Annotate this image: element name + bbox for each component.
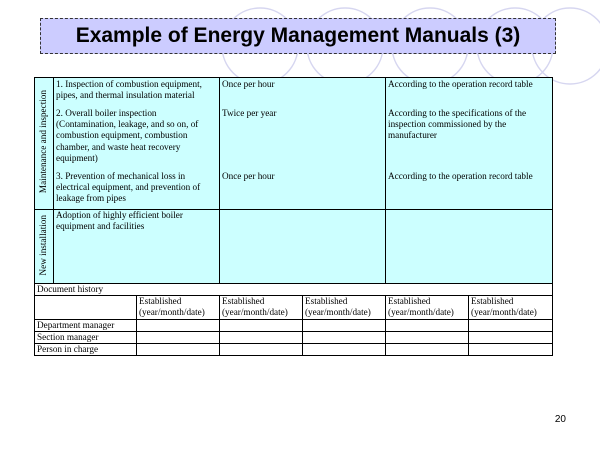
task-item: 2. Overall boiler inspection (Contamination, leakage, and so on, of combustion equipment, combustion chamber, and waste heat recovery equipment) — [56, 108, 199, 163]
signature-cell — [469, 320, 553, 332]
new-installation-method-cell — [386, 210, 553, 284]
frequency-item: Twice per year — [222, 108, 277, 118]
role-label: Section manager — [35, 332, 137, 344]
new-installation-label-cell — [35, 210, 54, 284]
energy-management-table — [34, 77, 553, 356]
role-label: Department manager — [35, 320, 137, 332]
role-label: Person in charge — [35, 344, 137, 356]
signature-cell — [386, 344, 469, 356]
method-item: According to the operation record table — [388, 79, 533, 89]
signature-cell — [303, 332, 386, 344]
established-row — [35, 296, 553, 320]
established-blank-cell — [35, 296, 137, 320]
maintenance-section-label: Maintenance and inspection — [38, 90, 49, 194]
signature-cell — [303, 320, 386, 332]
maintenance-section-row — [35, 78, 553, 210]
signature-cell — [386, 332, 469, 344]
maintenance-frequency-cell — [220, 78, 386, 210]
frequency-item: Once per hour — [222, 171, 275, 181]
signature-cell — [469, 344, 553, 356]
established-label-cell: Established (year/month/date) — [303, 296, 386, 320]
signature-cell — [220, 344, 303, 356]
page-title: Example of Energy Management Manuals (3) — [75, 24, 521, 47]
new-installation-task-cell — [54, 210, 220, 284]
established-label-cell: Established (year/month/date) — [220, 296, 303, 320]
new-installation-frequency-cell — [220, 210, 386, 284]
task-item: 3. Prevention of mechanical loss in electrical equipment, and prevention of leakage from pipes — [56, 171, 201, 204]
document-history-header-row — [35, 284, 553, 296]
signature-cell — [303, 344, 386, 356]
role-row-person-in-charge — [35, 344, 553, 356]
method-item: According to the operation record table — [388, 171, 533, 181]
maintenance-tasks-cell — [54, 78, 220, 210]
task-item: Adoption of highly efficient boiler equipment and facilities — [56, 210, 183, 232]
signature-cell — [137, 320, 220, 332]
signature-cell — [220, 320, 303, 332]
new-installation-row — [35, 210, 553, 284]
established-label-cell: Established (year/month/date) — [137, 296, 220, 320]
page-number: 20 — [554, 414, 566, 425]
task-item: 1. Inspection of combustion equipment, pipes, and thermal insulation material — [56, 79, 202, 101]
signature-cell — [137, 344, 220, 356]
new-installation-label: New installation — [38, 214, 49, 276]
title-banner — [40, 18, 556, 54]
role-row-department-manager — [35, 320, 553, 332]
frequency-item: Once per hour — [222, 79, 275, 89]
established-label-cell: Established (year/month/date) — [469, 296, 553, 320]
signature-cell — [220, 332, 303, 344]
signature-cell — [469, 332, 553, 344]
signature-cell — [137, 332, 220, 344]
maintenance-section-label-cell — [35, 78, 54, 210]
signature-cell — [386, 320, 469, 332]
document-history-label: Document history — [35, 284, 553, 296]
established-label-cell: Established (year/month/date) — [386, 296, 469, 320]
maintenance-method-cell — [386, 78, 553, 210]
method-item: According to the specifications of the inspection commissioned by the manufacturer — [388, 108, 527, 141]
role-row-section-manager — [35, 332, 553, 344]
